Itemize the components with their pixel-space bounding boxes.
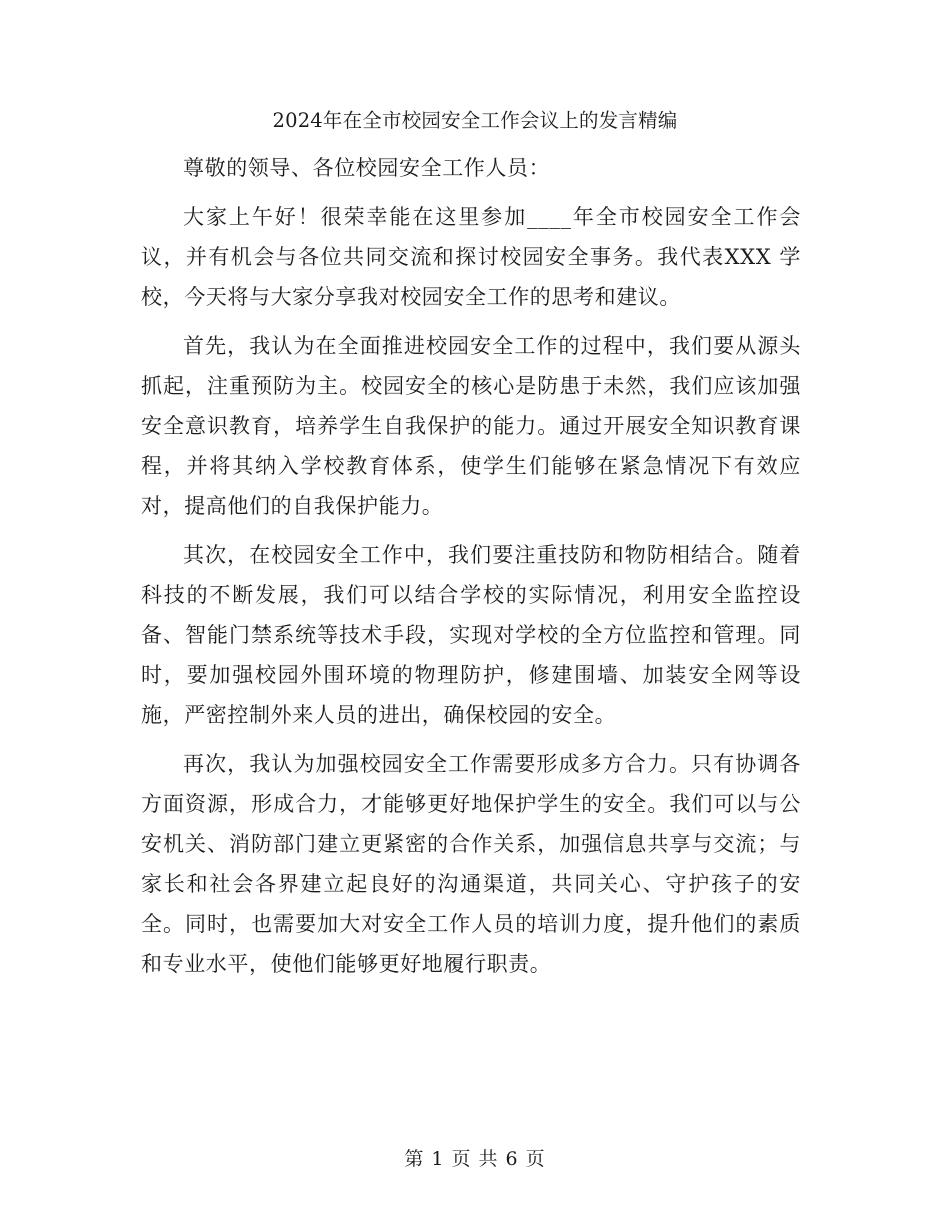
page-number: 第 1 页 共 6 页 — [404, 1148, 546, 1170]
body-paragraph: 其次，在校园安全工作中，我们要注重技防和物防相结合。随着科技的不断发展，我们可以结合学校的实际情况，利用安全监控设备、智能门禁系统等技术手段，实现对学校的全方位监控和管理。同时，要加强校园外围环境的物理防护，修建围墙、加装安全网等设施，严密控制外来人员的进出，确保校园的安全。 — [141, 543, 801, 727]
body-paragraph: 大家上午好！很荣幸能在这里参加____年全市校园安全工作会议，并有机会与各位共同交流和探讨校园安全事务。我代表XXX 学校，今天将与大家分享我对校园安全工作的思考和建议。 — [141, 205, 801, 309]
body-paragraph: 首先，我认为在全面推进校园安全工作的过程中，我们要从源头抓起，注重预防为主。校园安全的核心是防患于未然，我们应该加强安全意识教育，培养学生自我保护的能力。通过开展安全知识教育课程，并将其纳入学校教育体系，使学生们能够在紧急情况下有效应对，提高他们的自我保护能力。 — [141, 334, 801, 518]
body-paragraph: 再次，我认为加强校园安全工作需要形成多方合力。只有协调各方面资源，形成合力，才能够更好地保护学生的安全。我们可以与公安机关、消防部门建立更紧密的合作关系，加强信息共享与交流；与家长和社会各界建立起良好的沟通渠道，共同关心、守护孩子的安全。同时，也需要加大对安全工作人员的培训力度，提升他们的素质和专业水平，使他们能够更好地履行职责。 — [141, 752, 801, 976]
document-body — [141, 148, 801, 993]
document-title: 2024年在全市校园安全工作会议上的发言精编 — [272, 109, 678, 132]
page-footer — [0, 1144, 950, 1174]
salutation-paragraph: 尊敬的领导、各位校园安全工作人员： — [183, 156, 551, 180]
